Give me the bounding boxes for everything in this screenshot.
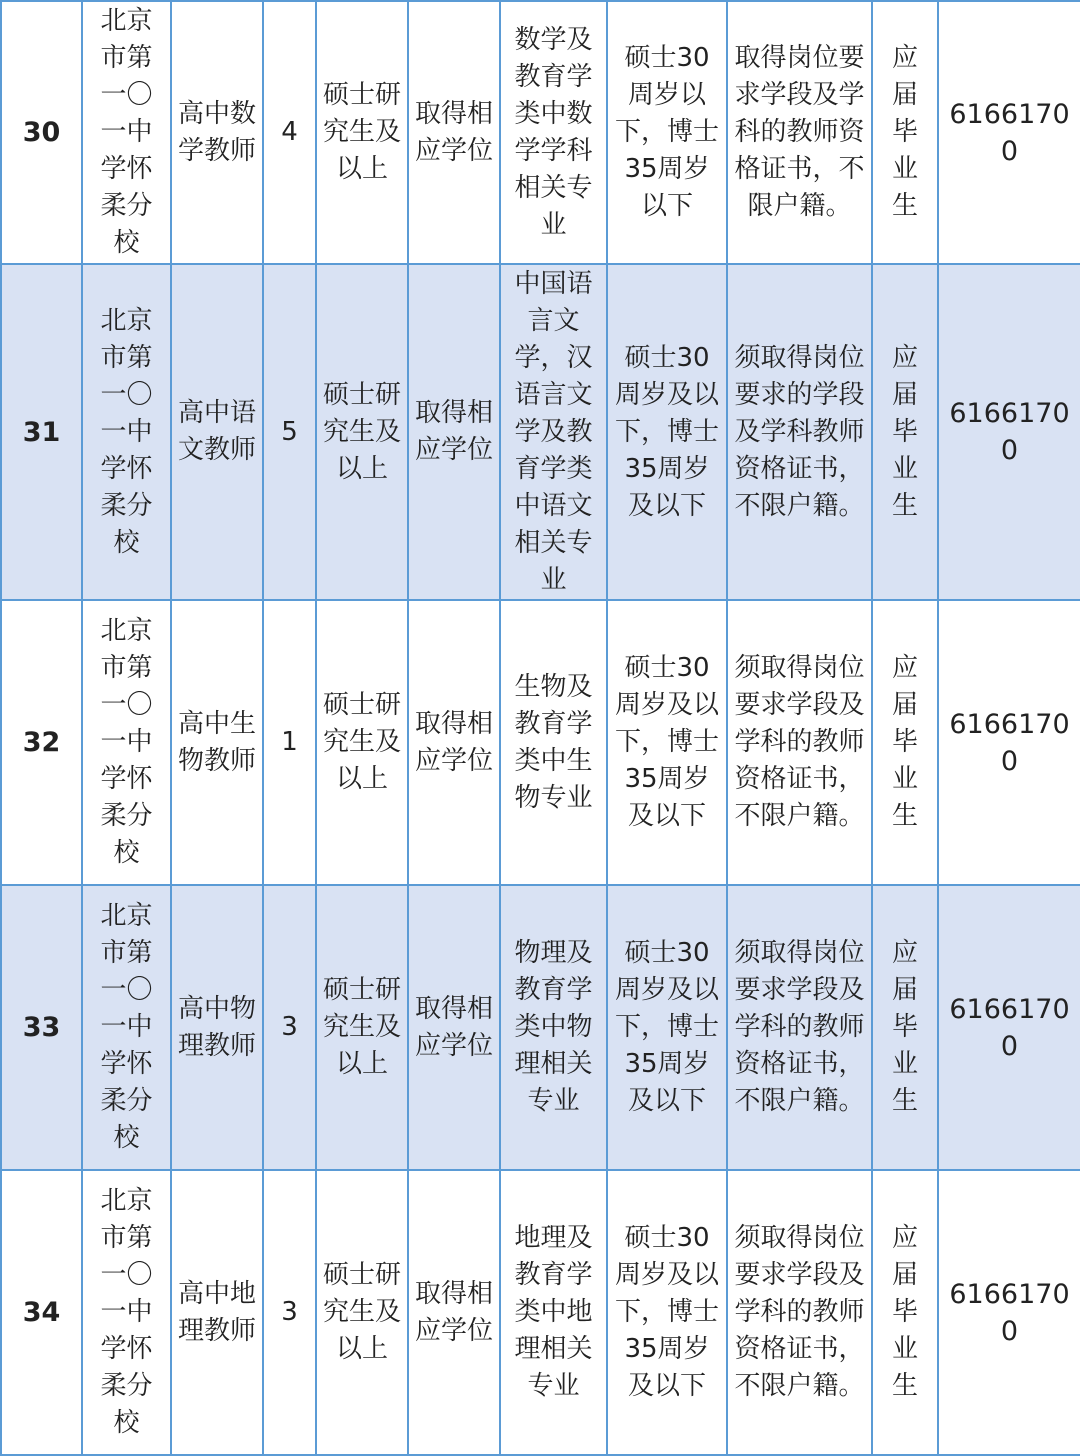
degree-requirement: 取得相应学位 bbox=[408, 885, 500, 1170]
hiring-count: 3 bbox=[263, 885, 316, 1170]
position-name: 高中语文教师 bbox=[171, 264, 263, 600]
other-requirement: 须取得岗位要求学段及学科的教师资格证书，不限户籍。 bbox=[727, 1170, 872, 1455]
contact-phone: 61661700 bbox=[938, 600, 1080, 885]
education-requirement: 硕士研究生及以上 bbox=[316, 1, 408, 264]
table-row bbox=[1, 1170, 1080, 1455]
other-requirement: 须取得岗位要求学段及学科的教师资格证书，不限户籍。 bbox=[727, 600, 872, 885]
school-name: 北京市第一〇一中学怀柔分校 bbox=[82, 600, 171, 885]
position-name: 高中数学教师 bbox=[171, 1, 263, 264]
hiring-count: 3 bbox=[263, 1170, 316, 1455]
candidate-source: 应届毕业生 bbox=[872, 264, 938, 600]
education-requirement: 硕士研究生及以上 bbox=[316, 600, 408, 885]
hiring-count: 4 bbox=[263, 1, 316, 264]
contact-phone: 61661700 bbox=[938, 1170, 1080, 1455]
contact-phone: 61661700 bbox=[938, 264, 1080, 600]
school-name: 北京市第一〇一中学怀柔分校 bbox=[82, 1170, 171, 1455]
age-requirement: 硕士30周岁及以下，博士35周岁及以下 bbox=[607, 1170, 727, 1455]
education-requirement: 硕士研究生及以上 bbox=[316, 885, 408, 1170]
hiring-count: 5 bbox=[263, 264, 316, 600]
major-requirement: 物理及教育学类中物理相关专业 bbox=[500, 885, 607, 1170]
degree-requirement: 取得相应学位 bbox=[408, 264, 500, 600]
row-number: 33 bbox=[1, 885, 82, 1170]
row-number: 34 bbox=[1, 1170, 82, 1455]
age-requirement: 硕士30周岁及以下，博士35周岁及以下 bbox=[607, 264, 727, 600]
table-row bbox=[1, 264, 1080, 600]
position-name: 高中生物教师 bbox=[171, 600, 263, 885]
contact-phone: 61661700 bbox=[938, 1, 1080, 264]
contact-phone: 61661700 bbox=[938, 885, 1080, 1170]
hiring-count: 1 bbox=[263, 600, 316, 885]
school-name: 北京市第一〇一中学怀柔分校 bbox=[82, 885, 171, 1170]
major-requirement: 生物及教育学类中生物专业 bbox=[500, 600, 607, 885]
major-requirement: 中国语言文学，汉语言文学及教育学类中语文相关专业 bbox=[500, 264, 607, 600]
row-number: 32 bbox=[1, 600, 82, 885]
candidate-source: 应届毕业生 bbox=[872, 1, 938, 264]
major-requirement: 数学及教育学类中数学学科相关专业 bbox=[500, 1, 607, 264]
row-number: 31 bbox=[1, 264, 82, 600]
school-name: 北京市第一〇一中学怀柔分校 bbox=[82, 264, 171, 600]
position-name: 高中地理教师 bbox=[171, 1170, 263, 1455]
candidate-source: 应届毕业生 bbox=[872, 1170, 938, 1455]
other-requirement: 须取得岗位要求的学段及学科教师资格证书，不限户籍。 bbox=[727, 264, 872, 600]
age-requirement: 硕士30周岁及以下，博士35周岁及以下 bbox=[607, 600, 727, 885]
education-requirement: 硕士研究生及以上 bbox=[316, 264, 408, 600]
degree-requirement: 取得相应学位 bbox=[408, 600, 500, 885]
age-requirement: 硕士30周岁以下，博士35周岁以下 bbox=[607, 1, 727, 264]
school-name: 北京市第一〇一中学怀柔分校 bbox=[82, 1, 171, 264]
table-row bbox=[1, 885, 1080, 1170]
age-requirement: 硕士30周岁及以下，博士35周岁及以下 bbox=[607, 885, 727, 1170]
table-row bbox=[1, 1, 1080, 264]
degree-requirement: 取得相应学位 bbox=[408, 1, 500, 264]
other-requirement: 须取得岗位要求学段及学科的教师资格证书，不限户籍。 bbox=[727, 885, 872, 1170]
candidate-source: 应届毕业生 bbox=[872, 885, 938, 1170]
candidate-source: 应届毕业生 bbox=[872, 600, 938, 885]
education-requirement: 硕士研究生及以上 bbox=[316, 1170, 408, 1455]
degree-requirement: 取得相应学位 bbox=[408, 1170, 500, 1455]
other-requirement: 取得岗位要求学段及学科的教师资格证书，不限户籍。 bbox=[727, 1, 872, 264]
table-row bbox=[1, 600, 1080, 885]
row-number: 30 bbox=[1, 1, 82, 264]
major-requirement: 地理及教育学类中地理相关专业 bbox=[500, 1170, 607, 1455]
position-name: 高中物理教师 bbox=[171, 885, 263, 1170]
